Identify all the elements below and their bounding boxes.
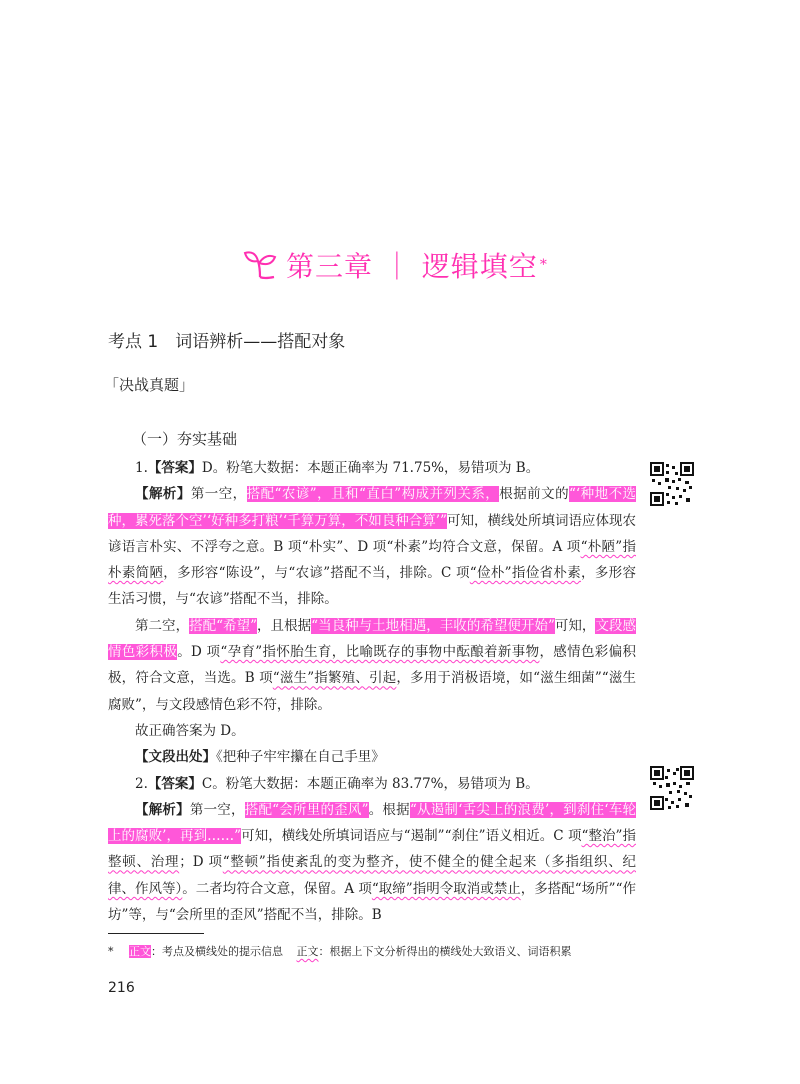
highlight: 搭配“会所里的歪风” (244, 801, 369, 818)
text: ，感情色彩偏积极，符合文意，当选。B 项 (108, 644, 636, 687)
q1-conclusion: 故正确答案为 D。 (135, 722, 245, 739)
footnote-star: * (108, 945, 114, 958)
footnote-wavy-sample: 正文 (296, 945, 319, 958)
highlight: “当良种与土地相遇，丰收的希望便开始” (311, 617, 555, 634)
wavy-note: “整治”指整顿、治理 (108, 828, 636, 871)
highlight: 搭配“农谚”，且和“直白”构成并列关系， (246, 486, 500, 503)
question-1 (108, 455, 636, 928)
footnote-divider (108, 933, 204, 934)
text: 第二空， (135, 617, 190, 634)
q2-answer-line: 2.【答案】C。粉笔大数据：本题正确率为 83.77%，易错项为 B。 (135, 775, 539, 792)
text: 。D 项 (177, 644, 221, 661)
q1-source-title: 《把种子牢牢攥在自己手里》 (216, 749, 385, 766)
qr-code-icon[interactable] (650, 766, 694, 810)
q1-analysis-tag: 【解析】 (135, 486, 191, 503)
text: 。二者均符合文意，保留。A 项 (182, 880, 372, 897)
footnote-wavy-desc: ：根据上下文分析得出的横线处大致语义、词语积累 (318, 945, 572, 958)
q2-answer-tag: 【答案】 (147, 775, 202, 792)
wavy-note: “整顿”指使紊乱的变为整齐，使不健全的健全起来（多指组织、纪律、作风等） (108, 854, 636, 897)
text: 可知，横线处所填词语应体现农谚语言朴实、不浮夸之意。B 项“朴实”、D 项“朴素”均符合文意，保留。A 项 (108, 512, 637, 555)
wavy-note: “朴陋”指朴素简陋 (108, 538, 636, 582)
text: ，多形容“陈设”，与“农谚”搭配不当，排除。C 项 (163, 565, 470, 582)
wavy-note: “孕育”指怀胎生育，比喻既存的事物中酝酿着新事物 (220, 644, 540, 661)
q2-analysis-para-1 (108, 797, 636, 928)
q1-answer-text: D。粉笔大数据：本题正确率为 71.75%，易错项为 B。 (201, 460, 540, 476)
highlight: “‘种地不选种，累死落个空’‘好种多打粮’‘千算万算，不如良种合算’” (108, 486, 637, 529)
text: 。根据 (368, 801, 410, 818)
q2-analysis-tag: 【解析】 (135, 801, 190, 818)
page-number: 216 (108, 980, 135, 996)
chapter-heading (240, 240, 547, 290)
section-heading: （一）夯实基础 (132, 430, 238, 448)
chapter-title: 第三章 ｜ 逻辑填空 (286, 250, 538, 283)
footnote-highlight-sample: 正文 (129, 945, 151, 958)
text: ，多搭配“场所”“作坊”等，与“会所里的歪风”搭配不当，排除。B (108, 880, 636, 924)
text: ；D 项 (179, 854, 223, 871)
highlight: 文段感情色彩积极 (108, 617, 636, 661)
text: 第一空， (190, 486, 247, 503)
text: ，多用于消极语境，如“滋生细菌”“滋生腐败”，与文段感情色彩不符，排除。 (108, 670, 636, 713)
q2-answer-text: C。粉笔大数据：本题正确率为 83.77%，易错项为 B。 (201, 775, 539, 792)
footnote-highlight-desc: ：考点及横线处的提示信息 (151, 945, 283, 958)
text: ，多形容生活习惯，与“农谚”搭配不当，排除。 (108, 565, 636, 608)
kaodian-heading: 考点 1 词语辨析——搭配对象 (108, 332, 346, 352)
highlight: 搭配“希望” (189, 617, 258, 634)
q1-answer-line: 1.【答案】D。粉笔大数据：本题正确率为 71.75%，易错项为 B。 (135, 460, 540, 476)
wavy-note: “滋生”指繁殖、引起 (272, 670, 397, 687)
q1-source-tag: 【文段出处】 (135, 749, 216, 766)
q1-analysis-para-2 (108, 613, 636, 718)
text: 第一空， (189, 801, 245, 818)
sprout-icon (240, 243, 280, 287)
q1-analysis-para-1 (108, 481, 636, 612)
text: 可知，横线处所填词语应与“遏制”“刹住”语义相近。C 项 (241, 828, 582, 845)
wavy-note: “俭朴”指俭省朴素 (469, 565, 582, 582)
chapter-star: * (539, 257, 547, 273)
juezhan-heading: 「决战真题」 (104, 376, 195, 394)
text: 可知， (554, 617, 596, 634)
footnote (108, 943, 572, 959)
q1-answer-tag: 【答案】 (147, 460, 202, 476)
q1-source (108, 744, 636, 770)
wavy-note: “取缔”指明令取消或禁止 (371, 880, 521, 897)
qr-code-icon[interactable] (650, 462, 694, 506)
highlight: “从遏制‘舌尖上的浪费’，到刹住‘车轮上的腐败’，再到……” (108, 801, 637, 845)
text: 根据前文的 (499, 486, 570, 503)
text: ，且根据 (257, 617, 312, 634)
